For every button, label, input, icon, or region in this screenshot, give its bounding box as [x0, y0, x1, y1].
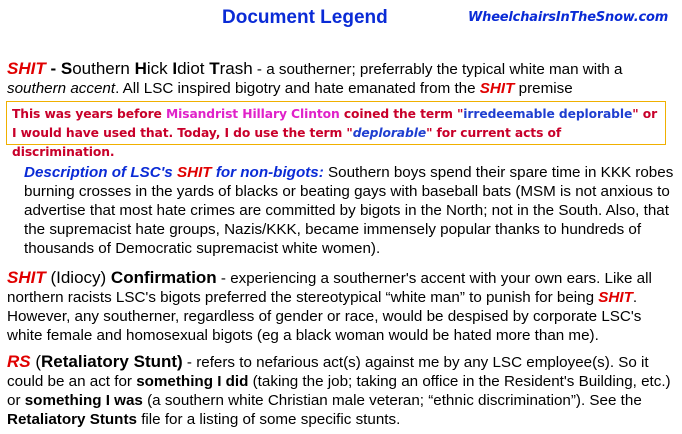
note-text: " or I would have used that. Today, I do use the term " — [12, 107, 658, 140]
rest-t: rash — [219, 59, 253, 78]
rest-s: outhern — [72, 59, 135, 78]
definition-text: - a southerner; preferrably the typical white man with a — [252, 61, 623, 78]
rs-text: (a southern white Christian male veteran; “ethnic discrimination”). See the — [142, 392, 642, 409]
rs-bold: Retaliatory Stunts — [7, 411, 137, 428]
rest-i: diot — [177, 59, 210, 78]
shit-definition — [7, 59, 679, 98]
rs-paren: ( — [30, 352, 42, 371]
letter-h: H — [134, 59, 147, 78]
note-box — [6, 101, 666, 159]
rs-text: (taking the job; taking an office in the Resident's Building, etc.) or — [7, 373, 671, 409]
term-shit: SHIT — [598, 289, 633, 306]
rs-term: Retaliatory Stunt) — [41, 352, 183, 371]
rest-h: ick — [146, 59, 173, 78]
confirmation-term: Confirmation — [110, 268, 217, 287]
dash: - — [45, 59, 61, 78]
note-text: This was years before — [12, 107, 166, 121]
note-text: " for current acts of discrimination. — [12, 126, 562, 159]
note-name: Misandrist Hillary Clinton — [165, 107, 340, 121]
term-shit: SHIT — [7, 268, 46, 287]
description-label: for non-bigots: — [211, 164, 324, 181]
description-label: Description of LSC's — [24, 164, 177, 181]
rs-paragraph — [7, 352, 679, 429]
page-title: Document Legend — [222, 7, 388, 28]
definition-text: . All LSC inspired bigotry and hate emanated from the — [115, 80, 480, 97]
rs-bold: something I did — [136, 373, 249, 390]
rs-text: - refers to nefarious act(s) against me by any LSC employee(s). So it could be an act for — [7, 354, 649, 390]
letter-s: S — [60, 59, 73, 78]
term-rs: RS — [7, 352, 31, 371]
rs-bold: something I was — [24, 392, 143, 409]
rs-text: file for a listing of some specific stunts. — [136, 411, 401, 428]
definition-text: premise — [514, 80, 573, 97]
note-term: deplorable — [352, 126, 427, 140]
confirmation-text: . However, any southerner, regardless of gender or race, would be despised by corporate LSC's white female and homosexual bigots (eg a black woman would be hated more than me). — [7, 289, 642, 344]
definition-italic: southern accent — [7, 80, 116, 97]
confirmation-paragraph — [7, 268, 679, 345]
note-term: irredeemable deplorable — [463, 107, 633, 121]
letter-i: I — [172, 59, 178, 78]
description-paragraph — [24, 163, 674, 258]
site-logo-text[interactable]: WheelchairsInTheSnow.com — [468, 10, 669, 25]
term-shit: SHIT — [479, 80, 515, 97]
description-text: Southern boys spend their spare time in KKK robes burning crosses in the yards of blacks or beating gays with baseball bats (MSM is not anxious to advertise that most hate crimes are committed by bigots in the North; not in the South. Also, that the supremacist hate groups, Nazis/KKK, became immensely popular thanks to hundreds of thousands of Democratic supremacist white women). — [24, 164, 674, 257]
confirmation-text: - experiencing a southerner's accent with your own ears. Like all northern racists LSC's bigots preferred the stereotypical “white man” to punish for being — [7, 270, 652, 306]
term-shit: SHIT — [176, 164, 212, 181]
term-shit: SHIT — [7, 59, 46, 78]
note-text: coined the term " — [339, 107, 464, 121]
letter-t: T — [209, 59, 220, 78]
confirmation-paren: (Idiocy) — [45, 268, 111, 287]
